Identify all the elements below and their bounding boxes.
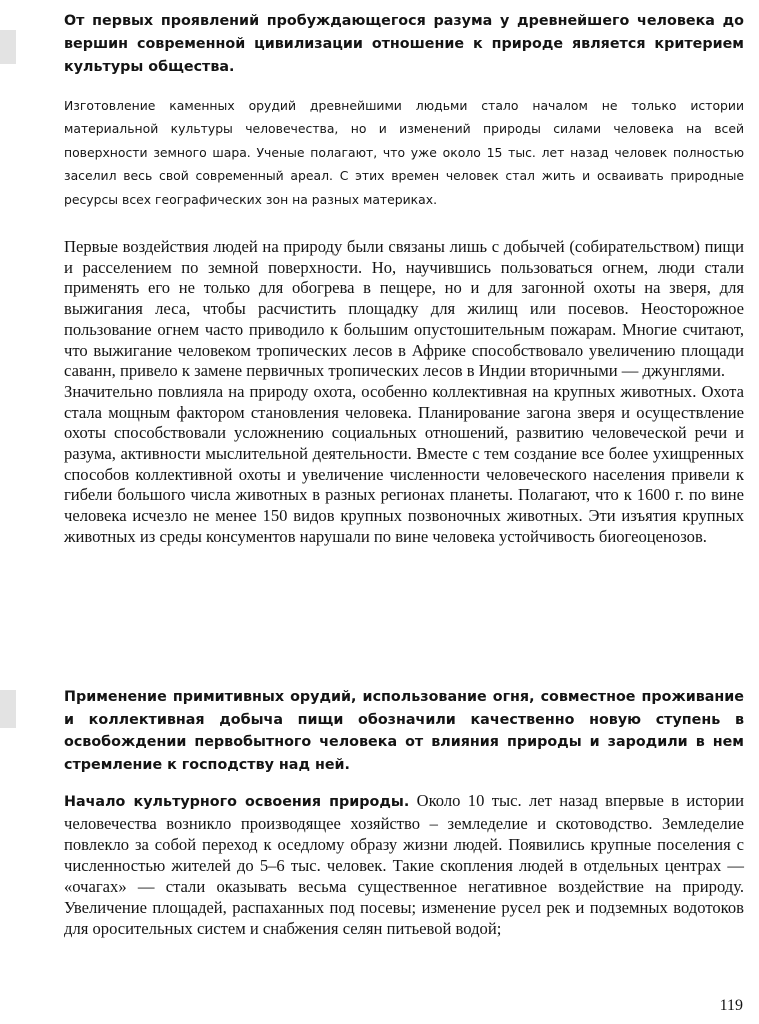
- section-paragraph: [64, 790, 744, 939]
- summary-statement: Применение примитивных орудий, использование огня, совместное проживание и коллективная добыча пищи обозначили качественно новую ступень в освобождении первобытного человека от влияния природы и зародили в нем стремление к господству над ней.: [64, 689, 744, 773]
- body-paragraph: Значительно повлияла на природу охота, особенно коллективная на крупных животных. Охота стала мощным фактором становления человека. Планирование загона зверя и осуществление охоты способствовали усложнению социальных отношений, развитию человеческой речи и разума, активности мыслительной деятельности. Вместе с тем создание все более ухищренных способов коллективной охоты и увеличение численности человеческого населения привели к гибели большого числа животных в разных регионах планеты. Полагают, что к 1600 г. по вине человека исчезло не менее 150 видов крупных позвоночных животных. Эти изъятия крупных животных из среды консументов нарушали по вине человека устойчивость биогеоценозов.: [64, 381, 744, 546]
- section-heading: Начало культурного освоения природы.: [64, 794, 410, 810]
- intro-paragraph: Изготовление каменных орудий древнейшими людьми стало началом не только истории материальной культуры человечества, но и изменений природы силами человека на всей поверхности земного шара. Ученые полагают, что уже около 15 тыс. лет назад человек полностью заселил весь свой современный ареал. С этих времен человек стал жить и осваивать природные ресурсы всех географических зон на разных материках.: [64, 98, 744, 207]
- scan-edge-mark: [0, 690, 16, 728]
- scan-edge-mark: [0, 30, 16, 64]
- body-paragraph: Первые воздействия людей на природу были связаны лишь с добычей (собирательством) пищи и расселением по земной поверхности. Но, научившись пользоваться огнем, люди стали применять его не только для обогрева в пещере, но и для загонной охоты на зверя, для выжигания леса, чтобы расчистить площадку для жилищ или посевов. Неосторожное пользование огнем часто приводило к большим опустошительным пожарам. Многие считают, что выжигание человеком тропических лесов в Африке способствовало увеличению площади саванн, привело к замене первичных тропических лесов в Индии вторичными — джунглями.: [64, 237, 744, 381]
- section-text: Около 10 тыс. лет назад впервые в истории человечества возникло производящее хозяйство – земледелие и скотоводство. Земледелие повлекло за собой переход к оседлому образу жизни людей. Появились крупные поселения с численностью жителей до 5–6 тыс. человек. Такие скопления людей в отдельных центрах — «очагах» — стали оказывать весьма существенное негативное воздействие на природу. Увеличение площадей, распаханных под посевы; изменение русел рек и подземных водотоков для оросительных систем и снабжения селян питьевой водой;: [64, 791, 744, 938]
- main-text: [64, 237, 744, 548]
- page-number: 119: [719, 997, 743, 1014]
- lead-statement: От первых проявлений пробуждающегося разума у древнейшего человека до вершин современной цивилизации отношение к природе является критерием культуры общества.: [64, 13, 744, 75]
